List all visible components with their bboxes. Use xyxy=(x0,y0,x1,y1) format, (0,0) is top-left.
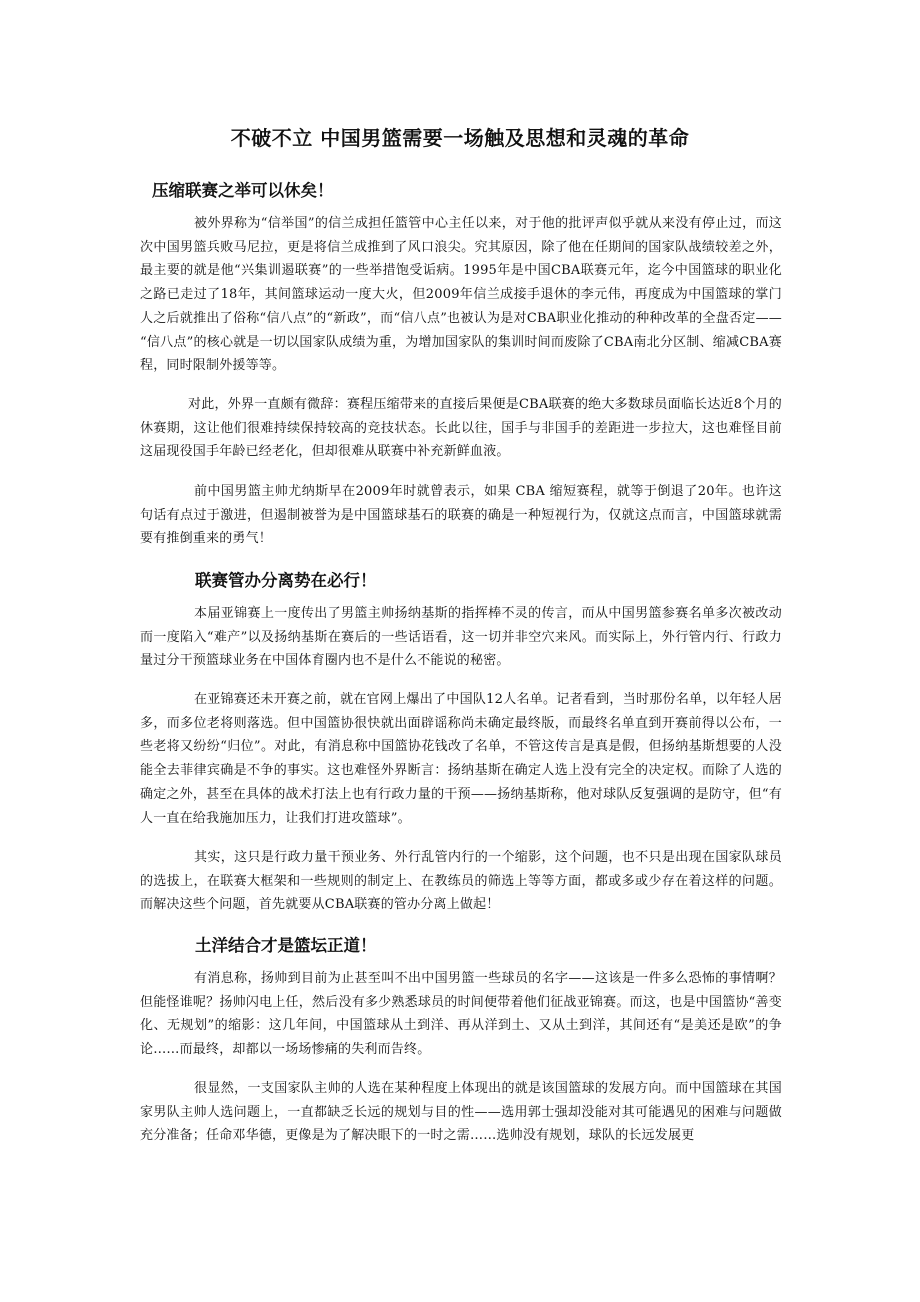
paragraph: 被外界称为“信举国”的信兰成担任篮管中心主任以来，对于他的批评声似乎就从来没有停止过，而这次中国男篮兵败马尼拉，更是将信兰成推到了风口浪尖。究其原因，除了他在任期间的国家队战绩较差之外，最主要的就是他“兴集训遏联赛”的一些举措饱受诟病。1995年是中国CBA联赛元年，迄今中国篮球的职业化之路已走过了18年，其间篮球运动一度大火，但2009年信兰成接手退休的李元伟，再度成为中国篮球的掌门人之后就推出了俗称“信八点”的“新政”，而“信八点”也被认为是对CBA职业化推动的种种改革的全盘否定—— “信八点”的核心就是一切以国家队成绩为重，为增加国家队的集训时间而废除了CBA南北分区制、缩减CBA赛程，同时限制外援等等。 xyxy=(140,216,782,374)
section-heading-2: 联赛管办分离势在必行！ xyxy=(195,571,377,590)
paragraph: 对此，外界一直颇有微辞：赛程压缩带来的直接后果便是CBA联赛的绝大多数球员面临长达近8个月的休赛期，这让他们很难持续保持较高的竞技状态。长此以往，国手与非国手的差距进一步拉大，这也难怪目前这届现役国手年龄已经老化，但却很难从联赛中补充新鲜血液。 xyxy=(140,397,782,460)
paragraph: 有消息称，扬帅到目前为止甚至叫不出中国男篮一些球员的名字——这该是一件多么恐怖的事情啊？但能怪谁呢？扬帅闪电上任，然后没有多少熟悉球员的时间便带着他们征战亚锦赛。而这，也是中国篮协“善变化、无规划”的缩影：这几年间，中国篮球从土到洋、再从洋到土、又从土到洋，其间还有“是美还是欧”的争论……而最终，却都以一场场惨痛的失利而告终。 xyxy=(140,971,782,1058)
paragraph: 很显然，一支国家队主帅的人选在某种程度上体现出的就是该国篮球的发展方向。而中国篮球在其国家男队主帅人选问题上，一直都缺乏长远的规划与目的性——选用郭士强却没能对其可能遇见的困难与问题做充分准备；任命邓华德，更像是为了解决眼下的一时之需……选帅没有规划，球队的长远发展更 xyxy=(140,1081,782,1144)
section-heading-1: 压缩联赛之举可以休矣！ xyxy=(152,181,334,200)
paragraph: 在亚锦赛还未开赛之前，就在官网上爆出了中国队12人名单。记者看到，当时那份名单，以年轻人居多，而多位老将则落选。但中国篮协很快就出面辟谣称尚未确定最终版，而最终名单直到开赛前得以公布，一些老将又纷纷“归位”。对此，有消息称中国篮协花钱改了名单，不管这传言是真是假，但扬纳基斯想要的人没能全去菲律宾确是不争的事实。这也难怪外界断言：扬纳基斯在确定人选上没有完全的决定权。而除了人选的确定之外，甚至在具体的战术打法上也有行政力量的干预——扬纳基斯称，他对球队反复强调的是防守，但“有人一直在给我施加压力，让我们打进攻篮球”。 xyxy=(140,692,782,826)
paragraph: 前中国男篮主帅尤纳斯早在2009年时就曾表示，如果 CBA 缩短赛程，就等于倒退了20年。也许这句话有点过于激进，但遏制被誉为是中国篮球基石的联赛的确是一种短视行为，仅就这点而言，中国篮球就需要有推倒重来的勇气！ xyxy=(140,484,782,547)
document-title: 不破不立 中国男篮需要一场触及思想和灵魂的革命 xyxy=(230,126,690,150)
section-heading-3: 土洋结合才是篮坛正道！ xyxy=(195,936,377,955)
paragraph: 本届亚锦赛上一度传出了男篮主帅扬纳基斯的指挥棒不灵的传言，而从中国男篮参赛名单多次被改动而一度陷入“难产”以及扬纳基斯在赛后的一些话语看，这一切并非空穴来风。而实际上，外行管内行、行政力量过分干预篮球业务在中国体育圈内也不是什么不能说的秘密。 xyxy=(140,606,782,669)
paragraph: 其实，这只是行政力量干预业务、外行乱管内行的一个缩影，这个问题，也不只是出现在国家队球员的选拔上，在联赛大框架和一些规则的制定上、在教练员的筛选上等等方面，都或多或少存在着这样的问题。而解决这些个问题，首先就要从CBA联赛的管办分离上做起！ xyxy=(140,850,782,913)
